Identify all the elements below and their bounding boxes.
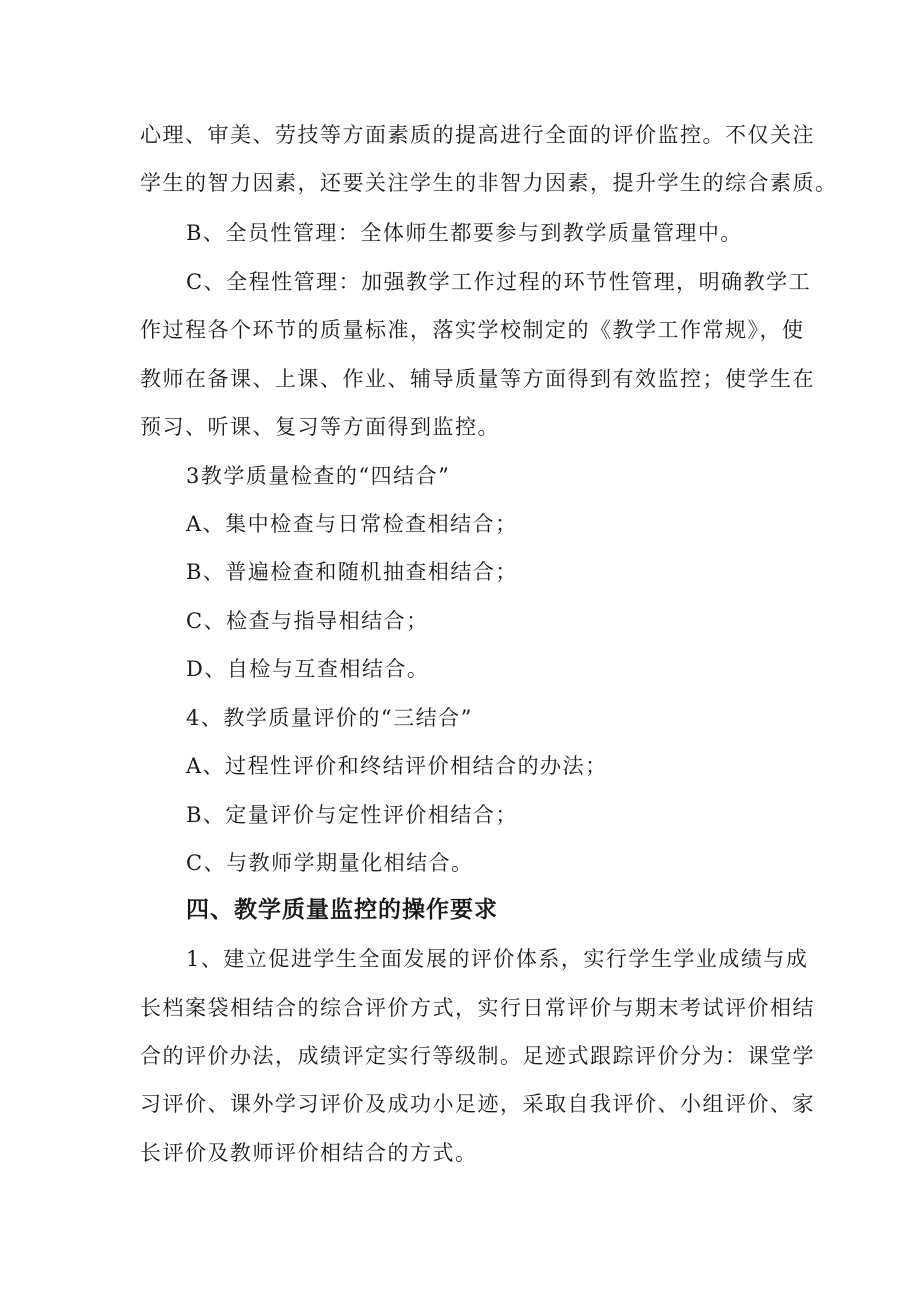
paragraph-line: 学生的智力因素，还要关注学生的非智力因素，提升学生的综合素质。 [140, 171, 838, 195]
list-item: A、过程性评价和终结评价相结合的办法； [186, 754, 608, 778]
section-subheading: 3教学质量检查的“四结合” [186, 464, 451, 488]
paragraph-line: 作过程各个环节的质量标准，落实学校制定的《教学工作常规》，使 [140, 318, 805, 342]
list-item: C、与教师学期量化相结合。 [186, 851, 474, 875]
paragraph-line: C、全程性管理：加强教学工作过程的环节性管理，明确教学工 [186, 270, 812, 294]
list-item: D、自检与互查相结合。 [186, 657, 430, 681]
paragraph-line: 心理、审美、劳技等方面素质的提高进行全面的评价监控。不仅关注 [140, 123, 815, 147]
paragraph-line: 1、建立促进学生全面发展的评价体系，实行学生学业成绩与成 [186, 947, 809, 971]
paragraph-line: 长档案袋相结合的综合评价方式，实行日常评价与期末考试评价相结 [140, 996, 815, 1020]
paragraph-line: 合的评价办法，成绩评定实行等级制。足迹式跟踪评价分为：课堂学 [140, 1044, 815, 1068]
list-item: B、定量评价与定性评价相结合； [186, 803, 518, 827]
paragraph-line: 长评价及教师评价相结合的方式。 [140, 1141, 478, 1165]
section-subheading: 4、教学质量评价的“三结合” [186, 706, 473, 730]
paragraph-line: 教师在备课、上课、作业、辅导质量等方面得到有效监控；使学生在 [140, 367, 815, 391]
list-item: A、集中检查与日常检查相结合； [186, 512, 518, 536]
paragraph-line: B、全员性管理：全体师生都要参与到教学质量管理中。 [186, 221, 743, 245]
paragraph-line: 习评价、课外学习评价及成功小足迹，采取自我评价、小组评价、家 [140, 1092, 815, 1116]
section-heading: 四、教学质量监控的操作要求 [186, 897, 498, 923]
list-item: B、普遍检查和随机抽查相结合； [186, 560, 518, 584]
list-item: C、检查与指导相结合； [186, 609, 429, 633]
paragraph-line: 预习、听课、复习等方面得到监控。 [140, 415, 500, 439]
